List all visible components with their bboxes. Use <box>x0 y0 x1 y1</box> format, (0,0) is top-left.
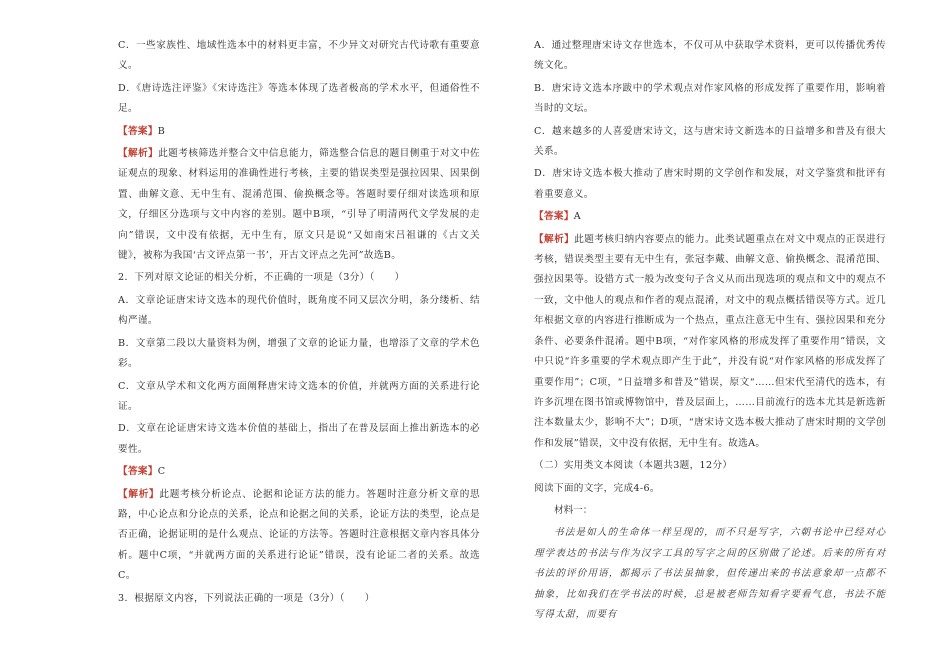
option-item: A．文章论证唐宋诗文选本的现代价值时，既角度不同又层次分明，条分缕析、结构严谨。 <box>118 294 480 327</box>
answer-line <box>534 207 886 227</box>
question-stem: 阅读下面的文字，完成4-6。 <box>534 482 660 494</box>
option-item: B．文章第二段以大量资料为例，增强了文章的论证力量，也增添了文章的学术色彩。 <box>118 337 480 370</box>
material-title: 材料一： <box>554 504 593 516</box>
answer-tag: 【答案】 <box>118 466 158 478</box>
answer-text: 此题考核筛选并整合文中信息能力，筛选整合信息的题目侧重于对文中佐证观点的现象、材料运用的准确性进行考核，主要的错误类型是强拉因果、因果倒置、曲解文意、无中生有、混淆范围、偷换概念等。答题时要仔细对读选项和原文，仔细区分选项与文中内容的差别。题中B项，“引导了明清两代文学发展的走向”错误，文中没有依据，无中生有，原文只是说“又如南宋吕祖谦的《古文关键》，被称为我国‘古文评点第一书’，开古文评点之先河”故选B。 <box>118 148 480 262</box>
option-item: D．唐宋诗文选本极大推动了唐宋时期的文学创作和发展，对文学鉴赏和批评有着重要意义。 <box>534 168 886 200</box>
answer-line <box>118 122 480 142</box>
question-stem: 3．根据原文内容，下列说法正确的一项是（3分）（ ） <box>118 592 375 604</box>
option-item: B．唐宋诗文选本序跋中的学术观点对作家风格的形成发挥了重要作用，影响着当时的文坛。 <box>534 82 886 115</box>
material-paragraph: 书法是如人的生命体一样呈现的，而不只是写字，六朝书论中已经对心理学表达的书法与作为汉字工具的写字之间的区别做了论述。后来的所有对书法的评价用语，都揭示了书法虽抽象，但传递出来的书法意象却一点都不抽象，比如我们在学书法的时候，总是被老师告知看字要看气息，书法不能写得太甜，而要有 <box>534 527 886 620</box>
analysis-paragraph <box>118 144 480 266</box>
answer-text: B <box>157 125 166 137</box>
option-item: D．文章在论证唐宋诗文选本价值的基础上，指出了在普及层面上推出新选本的必要性。 <box>118 423 480 455</box>
answer-text: 此题考核归纳内容要点的能力。此类试题重点在对文中观点的正误进行考核，错误类型主要有无中生有，张冠李戴、曲解文意、偷换概念、混淆范围、强拉因果等。设错方式一般为改变句子含义从而出现选项的观点和文中的观点不一致，文中他人的观点和作者的观点混淆，对文中的观点概括错误等方式。近几年根据文章的内容进行推断成为一个热点，重点注意无中生有、强拉因果和充分条件、必要条件混淆。题中B项，“对作家风格的形成发挥了重要作用”错误，文中只说“许多重要的学术观点即产生于此”，并没有说“对作家风格的形成发挥了重要作用”；C项，“日益增多和普及”错误，原文“……但宋代至清代的选本，有许多沉埋在图书馆或博物馆中，普及层面上，……目前流行的选本尤其是新选新注本数量太少，影响不大”；D项，“唐宋诗文选本极大推动了唐宋时期的文学创作和发展”错误，文中没有依据，无中生有。故选A。 <box>534 233 886 449</box>
option-item: D．《唐诗选注评鉴》《宋诗选注》等选本体现了选者极高的学术水平，但通俗性不足。 <box>118 82 480 115</box>
analysis-paragraph <box>118 485 480 587</box>
analysis-paragraph <box>534 230 886 454</box>
answer-tag: 【解析】 <box>534 233 575 245</box>
left-column <box>118 36 480 611</box>
answer-tag: 【答案】 <box>118 125 158 137</box>
option-item: C．越来越多的人喜爱唐宋诗文，这与唐宋诗文新选本的日益增多和普及有很大关系。 <box>534 125 886 158</box>
answer-tag: 【解析】 <box>118 488 160 500</box>
question-stem: （二）实用类文本阅读（本题共3题，12分） <box>534 460 733 472</box>
answer-text: C <box>157 466 166 478</box>
answer-tag: 【答案】 <box>534 211 574 223</box>
right-column <box>534 36 886 625</box>
answer-text: A <box>573 211 582 223</box>
answer-text: 此题考核分析论点、论据和论证方法的能力。答题时注意分析文章的思路，中心论点和分论点的关系，论点和论据之间的关系，论证方法的类型，论点是否正确，论据证明的是什么观点、论证的方法等。答题时注意根据文章内容具体分析。题中C项，“并就两方面的关系进行论证”错误，没有论证二者的关系。故选C。 <box>118 488 480 582</box>
answer-line <box>118 462 480 482</box>
option-item: C．文章从学术和文化两方面阐释唐宋诗文选本的价值，并就两方面的关系进行论证。 <box>118 380 480 412</box>
question-stem: 2．下列对原文论证的相关分析，不正确的一项是（3分）（ ） <box>118 272 405 284</box>
option-item: A．通过整理唐宋诗文存世选本，不仅可从中获取学术资料，更可以传播优秀传统文化。 <box>534 40 886 72</box>
option-item: C．一些家族性、地域性选本中的材料更丰富，不少异文对研究古代诗歌有重要意义。 <box>118 40 480 72</box>
answer-tag: 【解析】 <box>118 148 159 160</box>
